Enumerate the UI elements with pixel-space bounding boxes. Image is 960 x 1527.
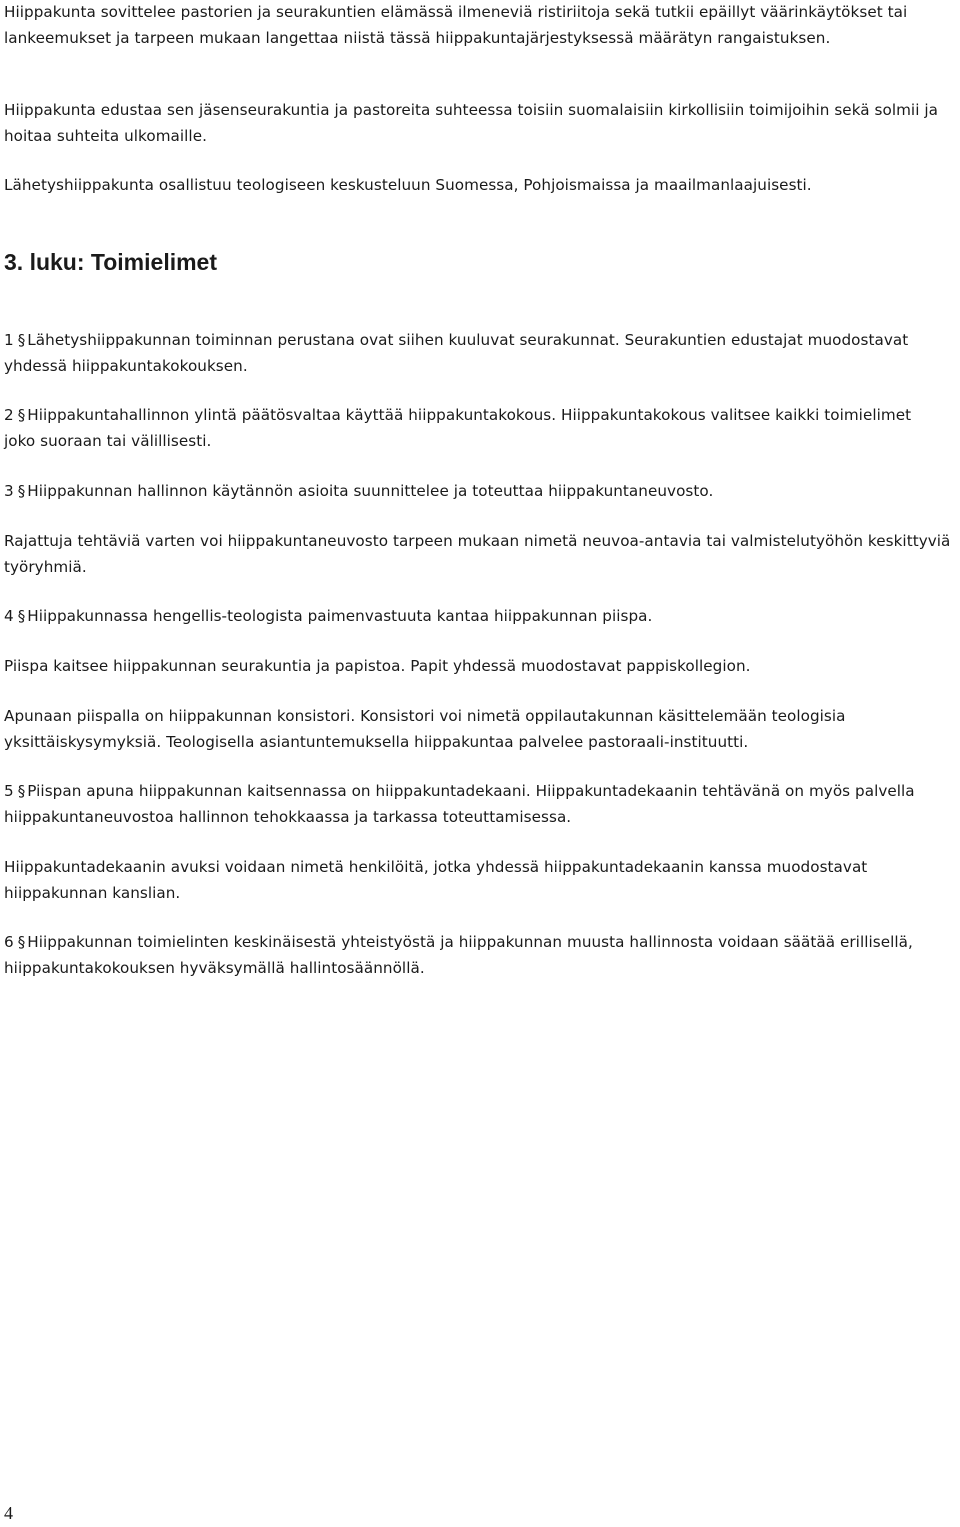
section-5-number: 5 bbox=[4, 782, 14, 800]
page-number: 4 bbox=[4, 1503, 13, 1523]
intro-paragraph-2: Hiippakunta edustaa sen jäsenseurakuntia ja pastoreita suhteessa toisiin suomalaisiin kirkollisiin toimijoihin sekä solmii ja hoitaa suhteita ulkomaille. bbox=[4, 101, 938, 145]
section-3-paragraph-2: Rajattuja tehtäviä varten voi hiippakuntaneuvosto tarpeen mukaan nimetä neuvoa-antavia tai valmistelutyöhön keskittyviä työryhmiä. bbox=[4, 532, 951, 576]
section-5-symbol: § bbox=[17, 782, 26, 800]
intro-paragraph-1: Hiippakunta sovittelee pastorien ja seurakuntien elämässä ilmeneviä ristiriitoja sekä tutkii epäillyt väärinkäytökset tai lankeemukset ja tarpeen mukaan langettaa niistä tässä hiippakuntajärjestyksessä määrätyn rangaistuksen. bbox=[4, 3, 908, 47]
section-6-number: 6 bbox=[4, 933, 14, 951]
section-2-text: Hiippakuntahallinnon ylintä päätösvaltaa käyttää hiippakuntakokous. Hiippakuntakokous valitsee kaikki toimielimet joko suoraan tai välillisesti. bbox=[4, 406, 912, 450]
section-4-number: 4 bbox=[4, 607, 14, 625]
section-2-number: 2 bbox=[4, 406, 14, 424]
section-2-symbol: § bbox=[17, 406, 26, 424]
chapter-heading: 3. luku: Toimielimet bbox=[4, 249, 217, 275]
section-5-paragraph bbox=[4, 779, 956, 830]
section-6-paragraph bbox=[4, 930, 944, 981]
section-5-paragraph-2: Hiippakuntadekaanin avuksi voidaan nimetä henkilöitä, jotka yhdessä hiippakuntadekaanin kanssa muodostavat hiippakunnan kanslian. bbox=[4, 858, 868, 902]
section-4-paragraph-3: Apunaan piispalla on hiippakunnan konsistori. Konsistori voi nimetä oppilautakunnan käsittelemään teologisia yksittäiskysymyksiä. Teologisella asiantuntemuksella hiippakuntaa palvelee pastoraali-instituutti. bbox=[4, 707, 846, 751]
section-6-symbol: § bbox=[17, 933, 26, 951]
section-2-paragraph bbox=[4, 403, 944, 454]
section-4-paragraph bbox=[4, 604, 956, 630]
intro-paragraph-3: Lähetyshiippakunta osallistuu teologiseen keskusteluun Suomessa, Pohjoismaissa ja maailmanlaajuisesti. bbox=[4, 176, 812, 194]
section-4-paragraph-2: Piispa kaitsee hiippakunnan seurakuntia ja papistoa. Papit yhdessä muodostavat pappiskollegion. bbox=[4, 657, 751, 675]
section-3-number: 3 bbox=[4, 482, 14, 500]
section-3-paragraph bbox=[4, 479, 956, 505]
section-1-number: 1 bbox=[4, 331, 14, 349]
section-3-symbol: § bbox=[17, 482, 26, 500]
section-1-paragraph bbox=[4, 328, 944, 379]
section-1-symbol: § bbox=[17, 331, 26, 349]
section-1-text: Lähetyshiippakunnan toiminnan perustana ovat siihen kuuluvat seurakunnat. Seurakuntien edustajat muodostavat yhdessä hiippakuntakokouksen. bbox=[4, 331, 909, 375]
section-6-text: Hiippakunnan toimielinten keskinäisestä yhteistyöstä ja hiippakunnan muusta hallinnosta voidaan säätää erillisellä, hiippakuntakokouksen hyväksymällä hallintosäännöllä. bbox=[4, 933, 913, 977]
section-5-text: Piispan apuna hiippakunnan kaitsennassa on hiippakuntadekaani. Hiippakuntadekaanin tehtävänä on myös palvella hiippakuntaneuvostoa hallinnon tehokkaassa ja tarkassa toteuttamisessa. bbox=[4, 782, 915, 826]
section-4-text: Hiippakunnassa hengellis-teologista paimenvastuuta kantaa hiippakunnan piispa. bbox=[27, 607, 653, 625]
section-4-symbol: § bbox=[17, 607, 26, 625]
section-3-text: Hiippakunnan hallinnon käytännön asioita suunnittelee ja toteuttaa hiippakuntaneuvosto. bbox=[27, 482, 714, 500]
